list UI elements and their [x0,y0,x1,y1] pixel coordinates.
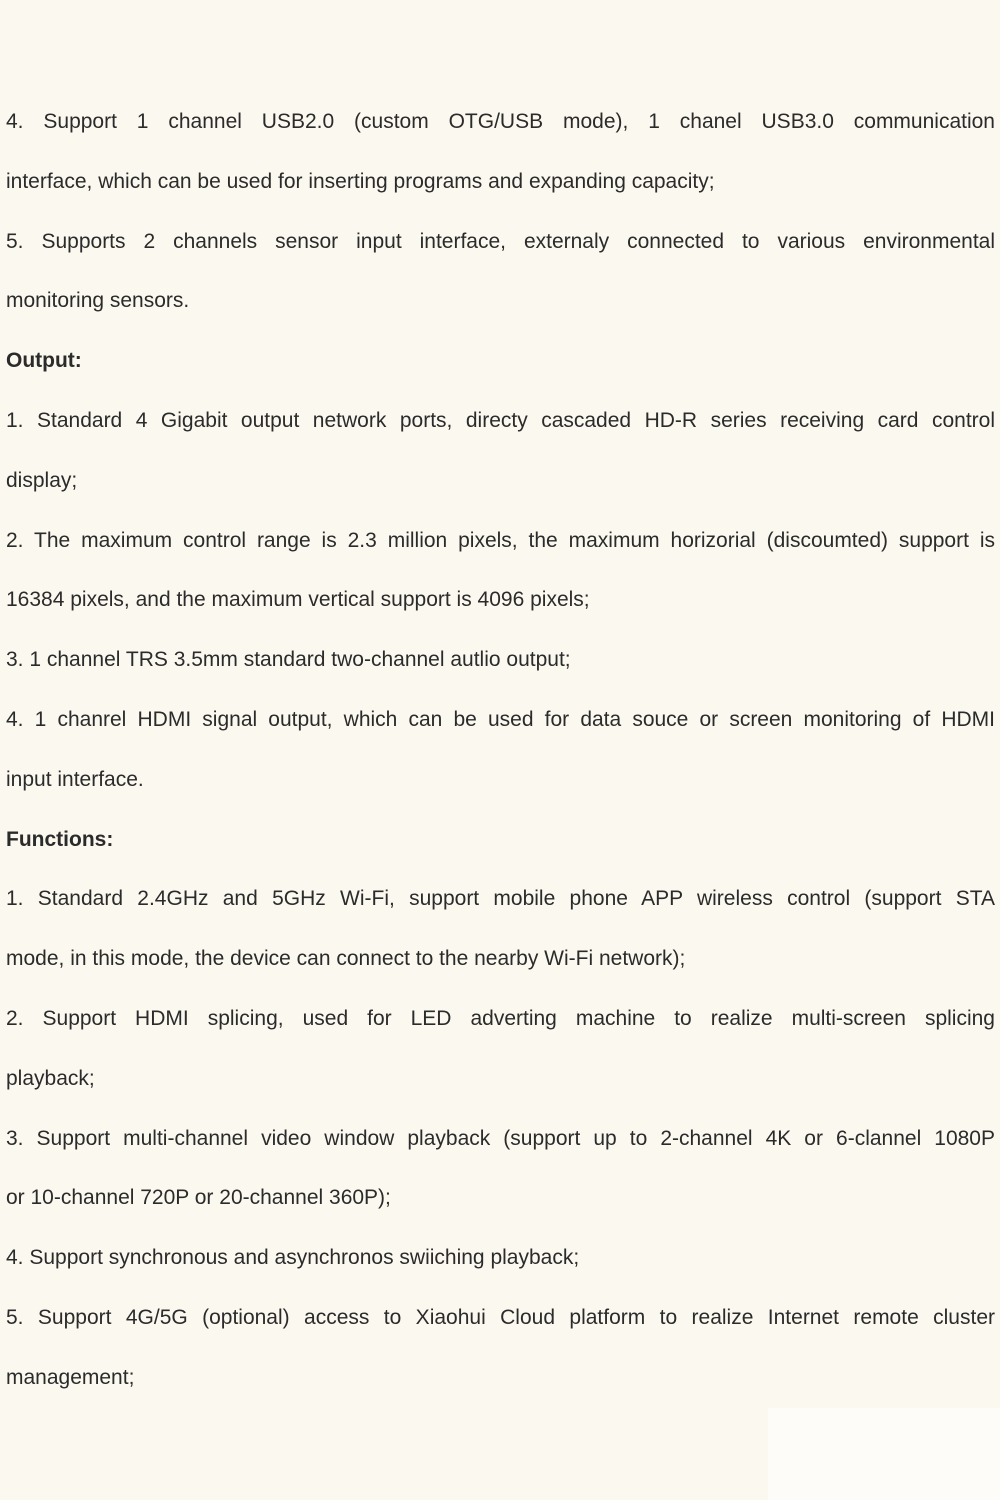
functions-item-4: 4. Support synchronous and asynchronos swiiching playback; [6,1246,580,1270]
output-item-3: 3. 1 channel TRS 3.5mm standard two-channel autlio output; [6,648,571,672]
output-item-1-line-1: 1. Standard 4 Gigabit output network ports, directy cascaded HD-R series receiving card control [6,408,995,432]
functions-item-3-line-1: 3. Support multi-channel video window playback (support up to 2-channel 4K or 6-clannel 1080P [6,1126,995,1150]
functions-item-5-line-2: management; [6,1365,135,1389]
input-item-4-line-1: 4. Support 1 channel USB2.0 (custom OTG/USB mode), 1 chanel USB3.0 communication [6,110,995,133]
output-item-2-line-1: 2. The maximum control range is 2.3 million pixels, the maximum horizorial (discoumted) support is [6,528,995,552]
functions-item-1-line-1: 1. Standard 2.4GHz and 5GHz Wi-Fi, support mobile phone APP wireless control (support STA [6,887,995,911]
output-item-2-line-2: 16384 pixels, and the maximum vertical support is 4096 pixels; [6,588,590,612]
corner-patch [768,1408,1000,1500]
functions-item-3-line-2: or 10-channel 720P or 20-channel 360P); [6,1186,391,1210]
input-item-5-line-1: 5. Supports 2 channels sensor input interface, externaly connected to various environmental [6,229,995,253]
input-item-5-line-2: monitoring sensors. [6,289,190,313]
output-item-1-line-2: display; [6,468,78,492]
functions-item-2-line-2: playback; [6,1066,95,1090]
output-heading: Output: [6,349,82,373]
functions-item-5-line-1: 5. Support 4G/5G (optional) access to Xiaohui Cloud platform to realize Internet remote cluster [6,1305,995,1329]
output-item-4-line-1: 4. 1 chanrel HDMI signal output, which can be used for data souce or screen monitoring of HDMI [6,707,995,731]
functions-heading: Functions: [6,827,114,851]
output-item-4-line-2: input interface. [6,767,144,791]
functions-item-2-line-1: 2. Support HDMI splicing, used for LED adverting machine to realize multi-screen splicing [6,1006,995,1030]
functions-item-1-line-2: mode, in this mode, the device can connect to the nearby Wi-Fi network); [6,947,686,971]
input-item-4-line-2: interface, which can be used for inserting programs and expanding capacity; [6,169,715,193]
spec-document [6,92,995,1408]
